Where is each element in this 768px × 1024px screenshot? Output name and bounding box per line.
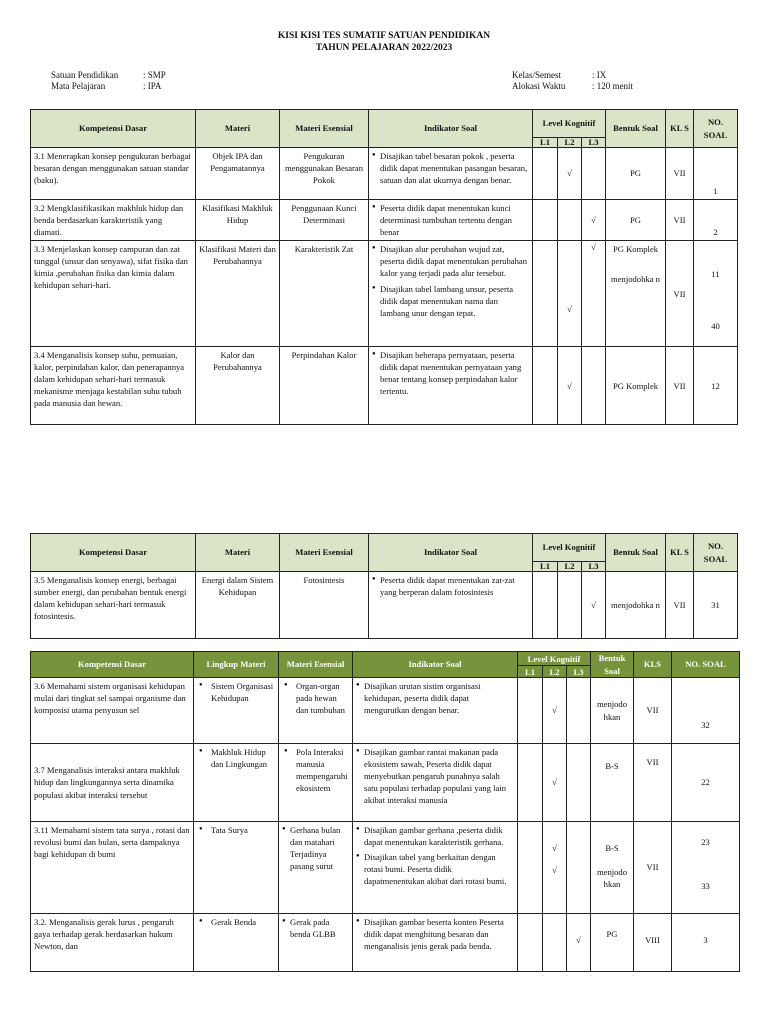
check-mark: √ [558,241,582,347]
table-row [31,744,740,822]
kd-cell: 3.1 Menerapkan konsep pengukuran berbagai besaran dengan menggunakan satuan standar (baku). [31,148,196,200]
header-no-soal: NO. SOAL [694,110,738,148]
lingkup-cell: ● Sistem Organisasi Kehidupan [194,678,279,744]
esensial-cell: Pengukuran menggunakan Besaran Pokok [280,148,369,200]
check-mark: √ [582,200,606,241]
kd-cell: 3.4 Menganalisis konsep suhu, pemuaian, kalor, perpindahan kalor, dan penerapannya dalam kehidupan sehari-hari termasuk mekanisme menjaga kestabilan suhu tubuh pada manusia dan hewan. [31,347,196,425]
kls-cell: VII [634,822,672,914]
header-level-kognitif: Level Kognitif [533,534,606,562]
kls-cell: VII [666,200,694,241]
header-l1: L1 [533,562,558,572]
header-no-soal: NO. SOAL [672,652,740,678]
header-kls: KL S [666,534,694,572]
lingkup-cell: ● Tata Surya [194,822,279,914]
header-materi: Materi [196,110,280,148]
table-row [31,572,738,639]
esensial-cell: Fotosintesis [280,572,369,639]
indikator-cell: ● Peserta didik dapat menentukan kunci determinasi tumbuhan tertentu dengan benar [369,200,533,241]
header-kls: KLS [634,652,672,678]
kls-cell: VII [634,678,672,744]
materi-cell: Klasifikasi Makhluk Hidup [196,200,280,241]
document-title: KISI KISI TES SUMATIF SATUAN PENDIDIKAN [277,31,491,41]
check-mark: √ [558,347,582,425]
header-materi-esensial: Materi Esensial [280,534,369,572]
bentuk-cell: menjodo hkan [591,678,634,744]
header-level-kognitif: Level Kognitif [518,652,591,666]
kisi-table-2 [30,533,738,639]
header-indikator-soal: Indikator Soal [353,652,518,678]
materi-cell: Objek IPA dan Pengamatannya [196,148,280,200]
kd-cell: 3.6 Memahami sistem organisasi kehidupan mulai dari tingkat sel sampai organisme dan komposisi utama penyusun sel [31,678,194,744]
indikator-cell: ● Peserta didik dapat menentukan zat-zat yang berperan dalam fotosintesis [369,572,533,639]
check-mark: √ [567,914,591,972]
no-soal-cell: 3 [672,914,740,972]
check-mark: √ [582,241,606,347]
materi-cell: Energi dalam Sistem Kehidupan [196,572,280,639]
bentuk-cell: B-S menjodo hkan [591,822,634,914]
indikator-cell: ● Disajikan gambar gerhana ,peserta didik dapat menentukan karakteristik gerhana. ● Disajikan tabel yang berkaitan dengan rotasi bumi. Peserta didik dapatmenentukan akibat dari rotasi bumi. [353,822,518,914]
no-soal-cell: 22 [672,744,740,822]
meta-kelas: Kelas/Semest : IX [512,70,607,80]
kls-cell: VIII [634,914,672,972]
table-row [31,347,738,425]
header-l3: L3 [567,666,591,678]
header-indikator-soal: Indikator Soal [369,110,533,148]
lingkup-cell: ● Gerak Benda [194,914,279,972]
table-row [31,200,738,241]
header-kompetensi-dasar: Kompetensi Dasar [31,534,196,572]
kd-cell: 3.3 Menjelaskan konsep campuran dan zat tunggal (unsur dan senyawa), sifat fisika dan kimia ,perubahan fisika dan kimia dalam kehidupan sehari-hari. [31,241,196,347]
header-bentuk-soal: Bentuk Soal [591,652,634,678]
bentuk-cell: PG [591,914,634,972]
header-l2: L2 [543,666,567,678]
materi-cell: Kalor dan Perubahannya [196,347,280,425]
kisi-table-3 [30,651,740,972]
table-row [31,241,738,347]
header-lingkup-materi: Lingkup Materi [194,652,279,678]
lingkup-cell: ● Makhluk Hidup dan Lingkungan [194,744,279,822]
no-soal-cell: 12 [694,347,738,425]
esensial-cell: ● Gerhana bulan dan matahari Terjadinya pasang surut [279,822,353,914]
check-mark: √ [558,148,582,200]
bentuk-cell: PG [606,148,666,200]
header-indikator-soal: Indikator Soal [369,534,533,572]
kls-cell: VII [666,148,694,200]
header-l2: L2 [558,138,582,148]
kls-cell: VII [666,241,694,347]
esensial-cell: Karakteristik Zat [280,241,369,347]
check-mark: √ [582,572,606,639]
header-l3: L3 [582,138,606,148]
no-soal-cell: 32 [672,678,740,744]
meta-satuan: Satuan Pendidikan : SMP [51,70,166,80]
header-kls: KL S [666,110,694,148]
indikator-cell: ● Disajikan tabel besaran pokok , peserta didik dapat menentukan pasangan besaran, satuan dan alat ukurnya dengan benar. [369,148,533,200]
no-soal-cell: 31 [694,572,738,639]
no-soal-cell: 11 40 [694,241,738,347]
check-mark: √ [543,744,567,822]
check-mark: √ [543,678,567,744]
bentuk-cell: B-S [591,744,634,822]
meta-mapel: Mata Pelajaran : IPA [51,81,162,91]
indikator-cell: ● Disajikan beberapa pernyataan, peserta didik dapat menentukan pernyataan yang benar tentang konsep perpindahan kalor tertentu. [369,347,533,425]
header-materi-esensial: Materi Esensial [279,652,353,678]
bentuk-cell: menjodohka n [606,572,666,639]
bentuk-cell: PG Komplek [606,347,666,425]
header-l1: L1 [518,666,543,678]
header-no-soal: NO. SOAL [694,534,738,572]
kls-cell: VII [666,572,694,639]
document-subtitle: TAHUN PELAJARAN 2022/2023 [315,43,453,53]
esensial-cell: ● Pola Interaksi manusia mempengaruhi ekosistem [279,744,353,822]
header-materi: Materi [196,534,280,572]
kd-cell: 3.2 Mengklasifikasikan makhluk hidup dan benda berdasarkan karakteristik yang diamati. [31,200,196,241]
kisi-table-1 [30,109,738,425]
table-row [31,678,740,744]
table-row [31,914,740,972]
header-l3: L3 [582,562,606,572]
header-kompetensi-dasar: Kompetensi Dasar [31,652,194,678]
esensial-cell: Penggunaan Kunci Determinasi [280,200,369,241]
esensial-cell: Perpindahan Kalor [280,347,369,425]
header-bentuk-soal: Bentuk Soal [606,110,666,148]
indikator-cell: ● Disajikan gambar beserta konten Peserta didik dapat menghitung besaran dan menganalisis jenis gerak pada benda. [353,914,518,972]
indikator-cell: ● Disajikan urutan sistim organisasi kehidupan, peserta didik dapat mengurutkan dengan benar. [353,678,518,744]
header-l1: L1 [533,138,558,148]
bentuk-cell: PG Komplek menjodohka n [606,241,666,347]
kd-cell: 3.11 Memahami sistem tata surya , rotasi dan revolusi bumi dan bulan, serta dampaknya bagi kehidupan di bumi [31,822,194,914]
meta-alokasi: Alokasi Waktu : 120 menit [512,81,633,91]
materi-cell: Klasifikasi Materi dan Perubahannya [196,241,280,347]
header-materi-esensial: Materi Esensial [280,110,369,148]
indikator-cell: ● Disajikan gambar rantai makanan pada ekosistem sawah, Peserta didik dapat menyebutkan pengaruh punahnya salah satu populasi terhadap populasi yang lain akibat interaksi manusia [353,744,518,822]
header-kompetensi-dasar: Kompetensi Dasar [31,110,196,148]
table-row [31,822,740,914]
indikator-cell: ● Disajikan alur perubahan wujud zat, peserta didik dapat menentukan perubahan kalor yang terjadi pada alur tersebut. ● Disajikan tabel lambang unsur, peserta didik dapat menentukan nama dan lambang unur dengan tepat. [369,241,533,347]
bentuk-cell: PG [606,200,666,241]
kls-cell: VII [634,744,672,822]
no-soal-cell: 23 33 [672,822,740,914]
kls-cell: VII [666,347,694,425]
kd-cell: 3.2. Menganalisis gerak lurus , pengaruh gaya terhadap gerak berdasarkan hukum Newton, dan [31,914,194,972]
no-soal-cell: 2 [694,200,738,241]
header-l2: L2 [558,562,582,572]
no-soal-cell: 1 [694,148,738,200]
check-mark: √ [552,865,557,876]
kd-cell: 3.5 Menganalisis konsep energi, berbagai sumber energi, dan perubahan bentuk energi dalam kehidupan sehari-hari termasuk fotosintesis. [31,572,196,639]
header-bentuk-soal: Bentuk Soal [606,534,666,572]
kd-cell: 3.7 Menganalisis interaksi antara makhluk hidup dan lingkungannya serta dinamika populasi akibat interaksi tersebut [31,744,194,822]
esensial-cell: ● Gerak pada benda GLBB [279,914,353,972]
esensial-cell: ● Organ-organ pada hewan dan tumbuhan [279,678,353,744]
header-level-kognitif: Level Kognitif [533,110,606,138]
check-mark: √ [552,843,557,853]
check-cell [543,822,567,914]
table-row [31,148,738,200]
